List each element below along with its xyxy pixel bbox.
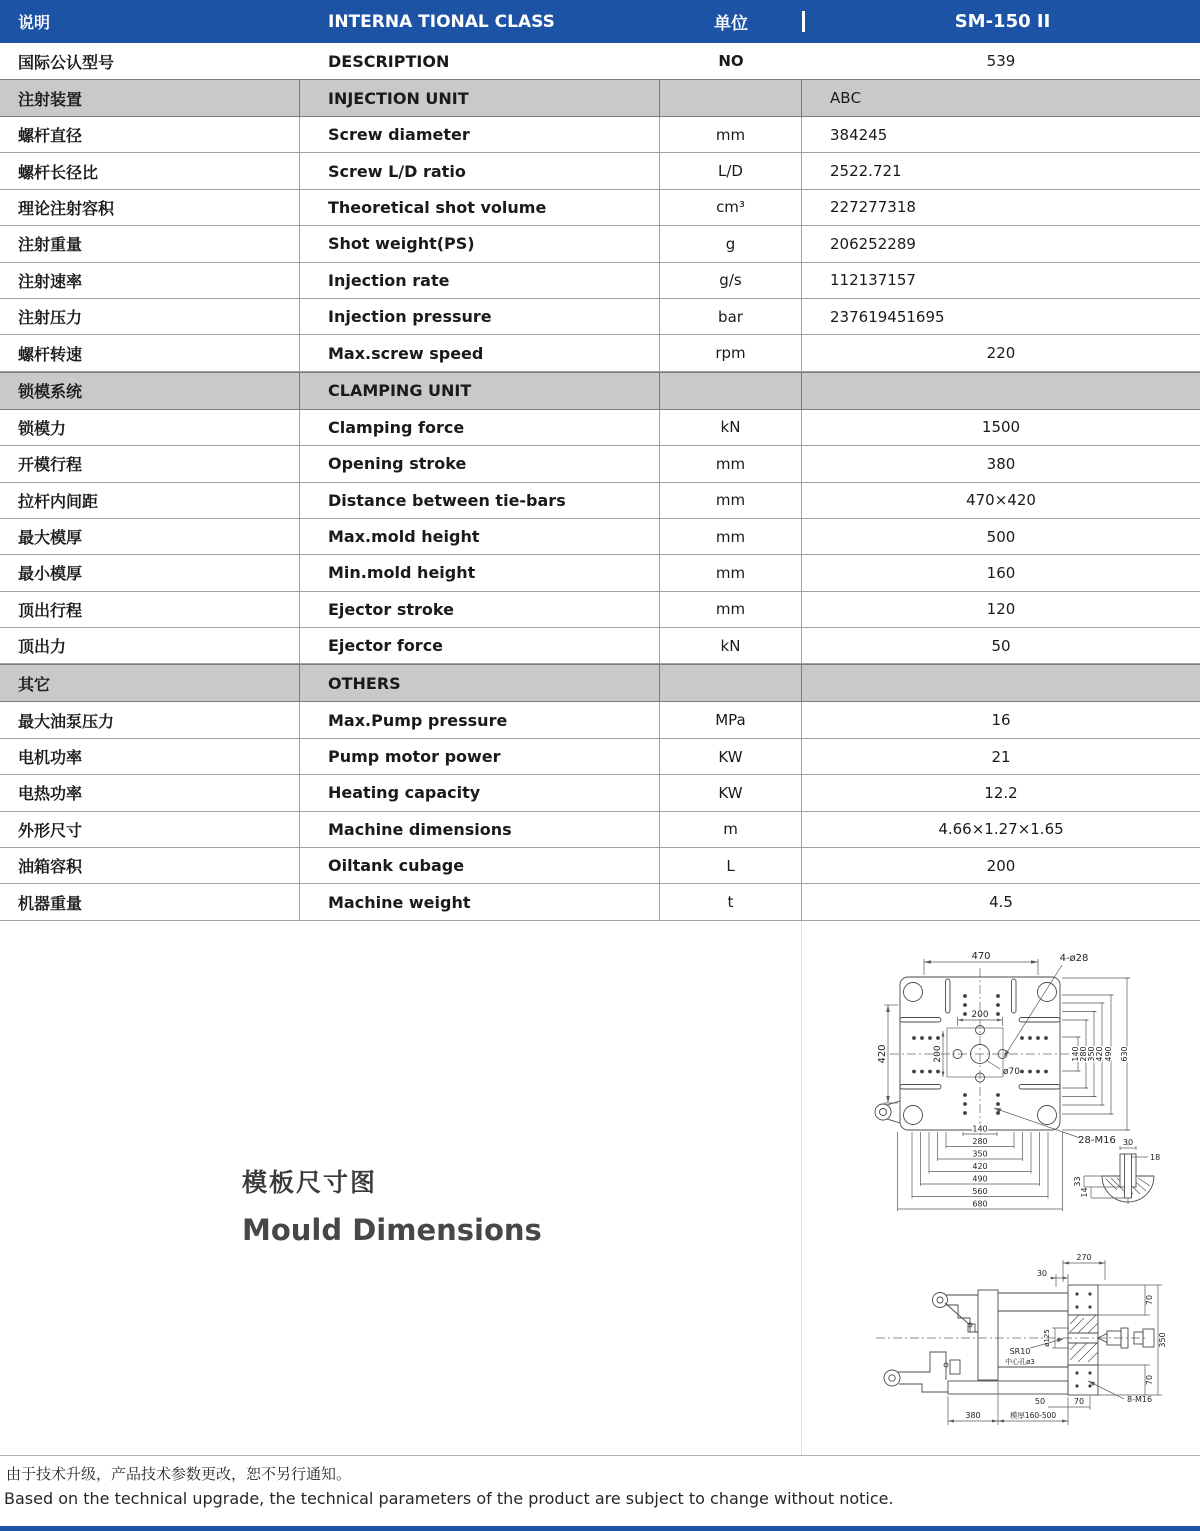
label-en: Machine weight — [300, 884, 660, 919]
dim-r490: 490 — [1104, 1046, 1113, 1062]
dim-locating-ring: ø125 — [1043, 1329, 1051, 1347]
unit-cell: mm — [660, 519, 802, 554]
unit-cell: g/s — [660, 263, 802, 298]
label-en: OTHERS — [300, 665, 660, 701]
abc-value: 25 — [830, 162, 850, 181]
value-cell — [802, 271, 1200, 289]
abc-values — [802, 198, 1200, 216]
table-row — [0, 592, 1200, 628]
unit-cell: g — [660, 226, 802, 261]
dim-b420: 420 — [972, 1162, 988, 1171]
abc-value: C — [850, 89, 862, 107]
section-row — [0, 664, 1200, 702]
value-cell: 4.5 — [989, 893, 1013, 912]
value-cell: 21 — [991, 747, 1011, 766]
abc-value: 45 — [868, 125, 888, 144]
unit-cell — [660, 373, 802, 409]
dim-470: 470 — [971, 951, 991, 962]
dim-50: 50 — [1034, 1397, 1046, 1406]
table-row — [0, 410, 1200, 446]
detail-18: 18 — [1150, 1153, 1161, 1162]
table-header-row — [0, 0, 1200, 43]
label-zh: 油箱容积 — [0, 848, 300, 883]
label-en: Max.Pump pressure — [300, 702, 660, 737]
label-zh: 最大油泵压力 — [0, 702, 300, 737]
label-zh: 拉杆内间距 — [0, 483, 300, 518]
header-class-label: INTERNA TIONAL CLASS — [328, 11, 555, 32]
label-zh: 其它 — [0, 665, 300, 701]
abc-value: 112 — [830, 271, 859, 290]
table-row — [0, 884, 1200, 920]
label-zh: 锁模力 — [0, 410, 300, 445]
label-en: Min.mold height — [300, 555, 660, 590]
unit-cell: mm — [660, 483, 802, 518]
dim-30: 30 — [1036, 1269, 1047, 1278]
label-zh: 注射重量 — [0, 226, 300, 261]
value-cell: 200 — [986, 856, 1016, 875]
table-row — [0, 335, 1200, 371]
abc-value: 42 — [849, 125, 869, 144]
abc-values — [802, 308, 1200, 326]
label-en: Machine dimensions — [300, 812, 660, 847]
value-cell: 380 — [986, 454, 1016, 473]
platen-dimension-drawing — [850, 930, 1200, 1240]
unit-cell: KW — [660, 739, 802, 774]
label-zh: 螺杆直径 — [0, 117, 300, 152]
abc-values — [802, 235, 1200, 253]
unit-cell: kN — [660, 410, 802, 445]
table-row — [0, 628, 1200, 664]
abc-value: 38 — [830, 125, 850, 144]
label-en: CLAMPING UNIT — [300, 373, 660, 409]
section-row — [0, 372, 1200, 410]
table-row — [0, 117, 1200, 153]
label-zh: 螺杆转速 — [0, 335, 300, 370]
table-row — [0, 483, 1200, 519]
table-row — [0, 190, 1200, 226]
label-zh: 顶出行程 — [0, 592, 300, 627]
label-zh: 注射装置 — [0, 80, 300, 116]
value-cell: 539 — [986, 52, 1016, 70]
unit-cell: bar — [660, 299, 802, 334]
label-zh: 注射压力 — [0, 299, 300, 334]
header-unit-label: 单位 — [714, 14, 748, 34]
abc-value: 277 — [858, 198, 888, 217]
dim-r280: 280 — [1079, 1046, 1088, 1062]
drawing-area-divider — [801, 921, 802, 1455]
value-cell — [802, 89, 1200, 107]
dim-8-m16: 8-M16 — [1127, 1395, 1153, 1404]
label-center-hole: 中心孔ø3 — [1005, 1358, 1035, 1366]
detail-14: 14 — [1080, 1187, 1089, 1198]
label-zh: 机器重量 — [0, 884, 300, 919]
label-zh: 电机功率 — [0, 739, 300, 774]
mould-dimensions-title-en: Mould Dimensions — [242, 1213, 542, 1247]
label-en: Injection pressure — [300, 299, 660, 334]
abc-value: 318 — [887, 198, 916, 217]
table-row — [0, 555, 1200, 591]
abc-value: 1695 — [906, 307, 945, 326]
abc-value: 289 — [887, 234, 916, 253]
abc-value: 252 — [858, 234, 888, 253]
table-row — [0, 702, 1200, 738]
value-cell: 120 — [986, 600, 1016, 619]
dim-center-hole: ø70 — [1003, 1067, 1020, 1077]
table-row — [0, 775, 1200, 811]
unit-cell: mm — [660, 446, 802, 481]
abc-value: 22.7 — [849, 162, 883, 181]
table-row — [0, 446, 1200, 482]
label-zh: 最大模厚 — [0, 519, 300, 554]
label-en: Max.screw speed — [300, 335, 660, 370]
table-row — [0, 519, 1200, 555]
table-body — [0, 43, 1200, 921]
unit-cell: cm³ — [660, 190, 802, 225]
dim-corner-holes: 4-ø28 — [1059, 953, 1089, 964]
label-zh: 外形尺寸 — [0, 812, 300, 847]
abc-value: B — [840, 89, 851, 107]
dim-200-v: 200 — [933, 1045, 943, 1063]
unit-cell: mm — [660, 592, 802, 627]
dim-70-top: 70 — [1145, 1294, 1154, 1306]
platen-outline — [875, 968, 1070, 1140]
unit-cell: L/D — [660, 153, 802, 188]
abc-values — [802, 89, 1200, 107]
label-en: Heating capacity — [300, 775, 660, 810]
unit-cell — [660, 80, 802, 116]
label-zh: 螺杆长径比 — [0, 153, 300, 188]
platen-bolt-holes — [1075, 1292, 1091, 1387]
unit-cell: rpm — [660, 335, 802, 370]
label-en: Oiltank cubage — [300, 848, 660, 883]
bottom-accent-bar — [0, 1526, 1200, 1531]
dim-270: 270 — [1076, 1253, 1092, 1262]
label-en: Theoretical shot volume — [300, 190, 660, 225]
label-en: Screw L/D ratio — [300, 153, 660, 188]
abc-values — [802, 271, 1200, 289]
label-zh: 国际公认型号 — [18, 52, 115, 72]
dim-b490: 490 — [972, 1174, 988, 1184]
label-en: Distance between tie-bars — [300, 483, 660, 518]
value-cell: 50 — [991, 636, 1011, 655]
unit-cell: kN — [660, 628, 802, 663]
value-cell: 4.66×1.27×1.65 — [938, 820, 1064, 839]
label-sr10: SR10 — [1009, 1347, 1031, 1356]
label-zh: 顶出力 — [0, 628, 300, 663]
dim-b280: 280 — [972, 1137, 988, 1146]
dim-70-base: 70 — [1073, 1397, 1085, 1406]
dim-r350: 350 — [1087, 1046, 1096, 1062]
label-en: Max.mold height — [300, 519, 660, 554]
label-zh: 电热功率 — [0, 775, 300, 810]
unit-cell: NO — [718, 52, 744, 70]
unit-cell: mm — [660, 117, 802, 152]
value-cell — [802, 198, 1200, 216]
mould-dimensions-title-zh: 模板尺寸图 — [242, 1168, 378, 1197]
value-cell: 1500 — [981, 418, 1021, 437]
label-en: DESCRIPTION — [328, 51, 450, 71]
unit-cell: m — [660, 812, 802, 847]
table-row — [0, 299, 1200, 335]
detail-30: 30 — [1122, 1138, 1134, 1147]
label-en: Screw diameter — [300, 117, 660, 152]
label-en: Clamping force — [300, 410, 660, 445]
label-en: Ejector force — [300, 628, 660, 663]
dim-r140: 140 — [1071, 1046, 1080, 1062]
dim-420: 420 — [877, 1044, 888, 1064]
table-row — [0, 739, 1200, 775]
value-cell: 470×420 — [966, 491, 1036, 510]
label-en: Pump motor power — [300, 739, 660, 774]
abc-value: 1945 — [868, 307, 907, 326]
clamping-side-view-drawing — [850, 1240, 1200, 1460]
label-en: Opening stroke — [300, 446, 660, 481]
dim-380: 380 — [965, 1411, 981, 1420]
label-en: Ejector stroke — [300, 592, 660, 627]
abc-value: 227 — [830, 198, 859, 217]
label-zh: 最小模厚 — [0, 555, 300, 590]
unit-cell: KW — [660, 775, 802, 810]
abc-value: 206 — [830, 234, 859, 253]
disclaimer-zh: 由于技术升级，产品技术参数更改，恕不另行通知。 — [6, 1465, 352, 1483]
label-zh: 理论注射容积 — [0, 190, 300, 225]
value-cell: 16 — [991, 711, 1011, 730]
dim-b560: 560 — [972, 1187, 988, 1196]
abc-value: 157 — [887, 271, 916, 290]
dim-r630: 630 — [1120, 1046, 1129, 1062]
label-zh: 锁模系统 — [0, 373, 300, 409]
dim-b680: 680 — [972, 1199, 988, 1209]
table-row — [0, 226, 1200, 262]
abc-value: 137 — [858, 271, 888, 290]
header-label-zh: 说明 — [18, 13, 51, 32]
unit-cell: L — [660, 848, 802, 883]
abc-value: 21 — [882, 162, 902, 181]
unit-cell: t — [660, 884, 802, 919]
label-en: Injection rate — [300, 263, 660, 298]
side-view-outline — [876, 1285, 1154, 1395]
label-zh: 开模行程 — [0, 446, 300, 481]
dim-mold-thickness: 模厚160-500 — [1009, 1411, 1057, 1420]
dim-b350: 350 — [972, 1149, 988, 1159]
value-cell: 500 — [986, 527, 1016, 546]
dim-r420: 420 — [1095, 1046, 1104, 1062]
value-cell — [802, 235, 1200, 253]
table-row — [0, 43, 1200, 79]
dim-200-h: 200 — [971, 1010, 989, 1020]
abc-value: 2376 — [830, 307, 869, 326]
tapped-hole-detail — [1098, 1144, 1161, 1206]
value-cell — [802, 126, 1200, 144]
label-zh: 注射速率 — [0, 263, 300, 298]
dim-70-bottom: 70 — [1145, 1374, 1154, 1386]
unit-cell: MPa — [660, 702, 802, 737]
value-cell — [802, 162, 1200, 180]
detail-33: 33 — [1073, 1176, 1082, 1187]
abc-value: A — [830, 89, 841, 107]
unit-cell: mm — [660, 555, 802, 590]
abc-values — [802, 162, 1200, 180]
abc-values — [802, 126, 1200, 144]
dim-350: 350 — [1158, 1332, 1167, 1348]
unit-cell — [660, 665, 802, 701]
section-row — [0, 79, 1200, 117]
table-row — [0, 848, 1200, 884]
disclaimer-en: Based on the technical upgrade, the technical parameters of the product are subject to change without notice. — [4, 1489, 894, 1508]
value-cell: 220 — [986, 344, 1016, 363]
dim-tapped-holes: 28-M16 — [1078, 1135, 1116, 1146]
dim-b140: 140 — [972, 1124, 988, 1134]
table-row — [0, 153, 1200, 189]
table-row — [0, 812, 1200, 848]
value-cell: 160 — [986, 563, 1016, 582]
label-en: INJECTION UNIT — [300, 80, 660, 116]
value-cell — [802, 308, 1200, 326]
header-model-name: SM-150 II — [802, 11, 1200, 32]
table-row — [0, 263, 1200, 299]
value-cell: 12.2 — [984, 783, 1018, 802]
label-en: Shot weight(PS) — [300, 226, 660, 261]
